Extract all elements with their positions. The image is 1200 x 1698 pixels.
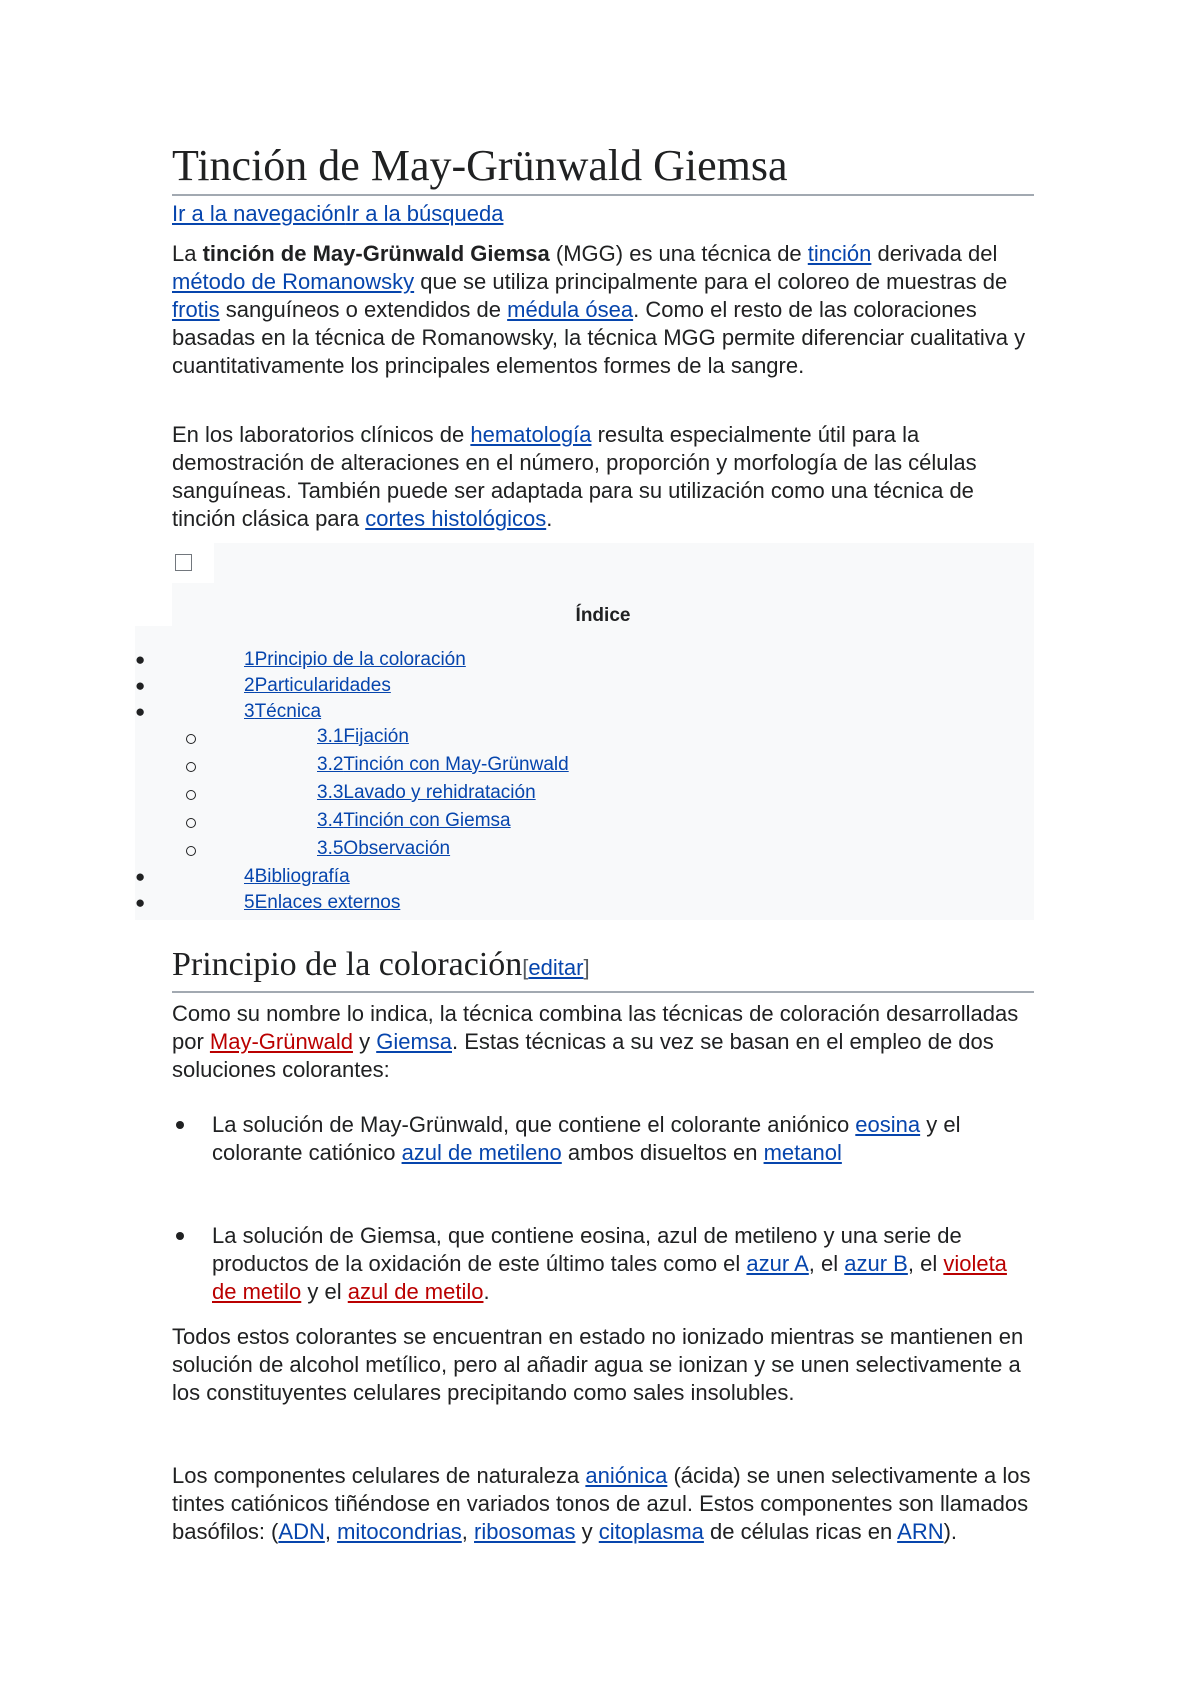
bullet-icon	[176, 1232, 184, 1240]
circle-bullet-icon	[186, 762, 196, 772]
toc-item-3[interactable]	[244, 700, 321, 724]
circle-bullet-icon	[186, 734, 196, 744]
link-mitocondrias[interactable]: mitocondrias	[337, 1519, 462, 1544]
toc-item-1[interactable]	[244, 648, 466, 672]
jump-to-search-link[interactable]: Ir a la búsqueda	[345, 201, 504, 226]
link-anionica[interactable]: aniónica	[585, 1463, 668, 1488]
text: y el	[301, 1279, 348, 1304]
toc-item-2[interactable]	[244, 674, 391, 698]
text: resulta especialmente útil para la demostración de alteraciones en el número, proporción y morfología de las células sanguíneas. También puede ser adaptada para su utilización como una técnica de tinción clásica para	[172, 422, 977, 531]
text: . Estas técnicas a su vez se basan en el empleo de dos soluciones colorantes:	[172, 1029, 994, 1082]
toc-link[interactable]: Enlaces externos	[254, 892, 401, 913]
link-adn[interactable]: ADN	[278, 1519, 325, 1544]
list-item	[172, 1111, 1034, 1167]
toc-number[interactable]: 3.2	[317, 754, 344, 775]
text: y	[352, 1029, 377, 1054]
toc-number[interactable]: 5	[244, 892, 255, 913]
toc-number[interactable]: 2	[244, 675, 255, 696]
link-cortes-histologicos[interactable]: cortes histológicos	[365, 506, 547, 531]
section1-paragraph-3	[172, 1462, 1034, 1546]
bracket: [	[522, 955, 529, 980]
text: La solución de May-Grünwald, que contiene el colorante aniónico	[212, 1112, 856, 1137]
text: Los componentes celulares de naturaleza	[172, 1463, 586, 1488]
text: .	[546, 506, 553, 531]
circle-bullet-icon	[186, 846, 196, 856]
text: y el colorante catiónico	[212, 1112, 961, 1165]
toc-item-3-2[interactable]	[317, 753, 569, 777]
text: y	[575, 1519, 599, 1544]
bold-term: tinción de May-Grünwald Giemsa	[202, 241, 550, 266]
bullet-icon: ●	[135, 650, 146, 669]
toc-number[interactable]: 3	[244, 701, 255, 722]
toc-number[interactable]: 3.3	[317, 782, 344, 803]
intro-paragraph-1	[172, 240, 1034, 380]
section1-paragraph-1	[172, 1000, 1034, 1084]
jump-to-navigation-link[interactable]: Ir a la navegación	[172, 201, 346, 226]
text: sanguíneos o extendidos de	[219, 297, 508, 322]
link-azur-b[interactable]: azur B	[844, 1251, 908, 1276]
toc-item-3-5[interactable]	[317, 837, 450, 861]
toc-item-4[interactable]	[244, 865, 350, 889]
section1-paragraph-2: Todos estos colorantes se encuentran en estado no ionizado mientras se mantienen en solución de alcohol metílico, pero al añadir agua se ionizan y se unen selectivamente a los constituyentes celulares precipitando como sales insolubles.	[172, 1324, 1024, 1405]
circle-bullet-icon	[186, 818, 196, 828]
edit-section	[522, 955, 589, 980]
link-metodo-romanowsky[interactable]: método de Romanowsky	[172, 269, 415, 294]
link-hematologia[interactable]: hematología	[470, 422, 592, 447]
link-azul-de-metileno[interactable]: azul de metileno	[401, 1140, 562, 1165]
toc-link[interactable]: Particularidades	[254, 675, 391, 696]
bullet-icon	[176, 1121, 184, 1129]
toc-item-3-3[interactable]	[317, 781, 536, 805]
text: que se utiliza principalmente para el coloreo de muestras de	[414, 269, 1008, 294]
toc-link[interactable]: Fijación	[343, 726, 409, 747]
text: (MGG) es una técnica de	[549, 241, 808, 266]
text: (ácida) se unen selectivamente a los tintes catiónicos tiñéndose en variados tonos de azul. Estos componentes son llamados basófilos: (	[172, 1463, 1031, 1544]
list-item	[172, 1222, 1034, 1306]
text: ,	[461, 1519, 475, 1544]
text: , el	[808, 1251, 845, 1276]
toc-number[interactable]: 3.4	[317, 810, 344, 831]
text: En los laboratorios clínicos de	[172, 422, 471, 447]
toc-margin	[135, 543, 172, 626]
link-azur-a[interactable]: azur A	[746, 1251, 809, 1276]
toc-item-3-1[interactable]	[317, 725, 409, 749]
toc-link[interactable]: Técnica	[254, 701, 322, 722]
section-heading-text: Principio de la coloración	[172, 946, 523, 983]
link-violeta-de-metilo[interactable]: violeta de metilo	[212, 1251, 1007, 1304]
link-azul-de-metilo[interactable]: azul de metilo	[347, 1279, 484, 1304]
toc-link[interactable]: Lavado y rehidratación	[343, 782, 536, 803]
bullet-icon: ●	[135, 867, 146, 886]
link-citoplasma[interactable]: citoplasma	[598, 1519, 704, 1544]
toc-title: Índice	[575, 605, 631, 626]
toc-link[interactable]: Tinción con May-Grünwald	[343, 754, 569, 775]
text: de células ricas en	[703, 1519, 898, 1544]
link-arn[interactable]: ARN	[897, 1519, 944, 1544]
section-heading-principio	[172, 944, 1034, 993]
toc-link[interactable]: Tinción con Giemsa	[343, 810, 511, 831]
text: ambos disueltos en	[561, 1140, 764, 1165]
link-frotis[interactable]: frotis	[172, 297, 220, 322]
text: derivada del	[871, 241, 998, 266]
link-may-grunwald[interactable]: May-Grünwald	[209, 1029, 353, 1054]
text: , el	[907, 1251, 944, 1276]
toc-link[interactable]: Principio de la coloración	[254, 649, 466, 670]
text: Como su nombre lo indica, la técnica combina las técnicas de coloración desarrolladas por	[172, 1001, 1019, 1054]
text: La solución de Giemsa, que contiene eosina, azul de metileno y una serie de productos de la oxidación de este último tales como el	[212, 1223, 962, 1276]
text: ).	[943, 1519, 958, 1544]
toc-number[interactable]: 3.5	[317, 838, 344, 859]
link-eosina[interactable]: eosina	[855, 1112, 921, 1137]
link-tincion[interactable]: tinción	[807, 241, 872, 266]
text: .	[483, 1279, 490, 1304]
link-giemsa[interactable]: Giemsa	[376, 1029, 452, 1054]
toc-link[interactable]: Bibliografía	[254, 866, 350, 887]
toc-item-3-4[interactable]	[317, 809, 511, 833]
text: ,	[324, 1519, 338, 1544]
edit-section-link[interactable]: editar	[528, 955, 584, 980]
jump-links	[172, 200, 503, 228]
bracket: ]	[583, 955, 590, 980]
bullet-icon: ●	[135, 893, 146, 912]
page-title: Tinción de May-Grünwald Giemsa	[172, 140, 1034, 196]
toc-toggle[interactable]	[172, 543, 214, 583]
link-metanol[interactable]: metanol	[763, 1140, 842, 1165]
intro-paragraph-2	[172, 421, 1034, 533]
table-of-contents	[135, 543, 1034, 920]
toc-number[interactable]: 3.1	[317, 726, 344, 747]
circle-bullet-icon	[186, 790, 196, 800]
text: La	[172, 241, 203, 266]
toc-link[interactable]: Observación	[343, 838, 451, 859]
bullet-icon: ●	[135, 702, 146, 721]
link-ribosomas[interactable]: ribosomas	[474, 1519, 576, 1544]
bullet-icon: ●	[135, 676, 146, 695]
toc-item-5[interactable]	[244, 891, 400, 915]
link-medula-osea[interactable]: médula ósea	[507, 297, 634, 322]
toc-number[interactable]: 4	[244, 866, 255, 887]
toc-number[interactable]: 1	[244, 649, 255, 670]
toc-toggle-checkbox[interactable]	[175, 554, 192, 571]
text: . Como el resto de las coloraciones basadas en la técnica de Romanowsky, la técnica MGG permite diferenciar cualitativa y cuantitativamente los principales elementos formes de la sangre.	[172, 297, 1026, 378]
